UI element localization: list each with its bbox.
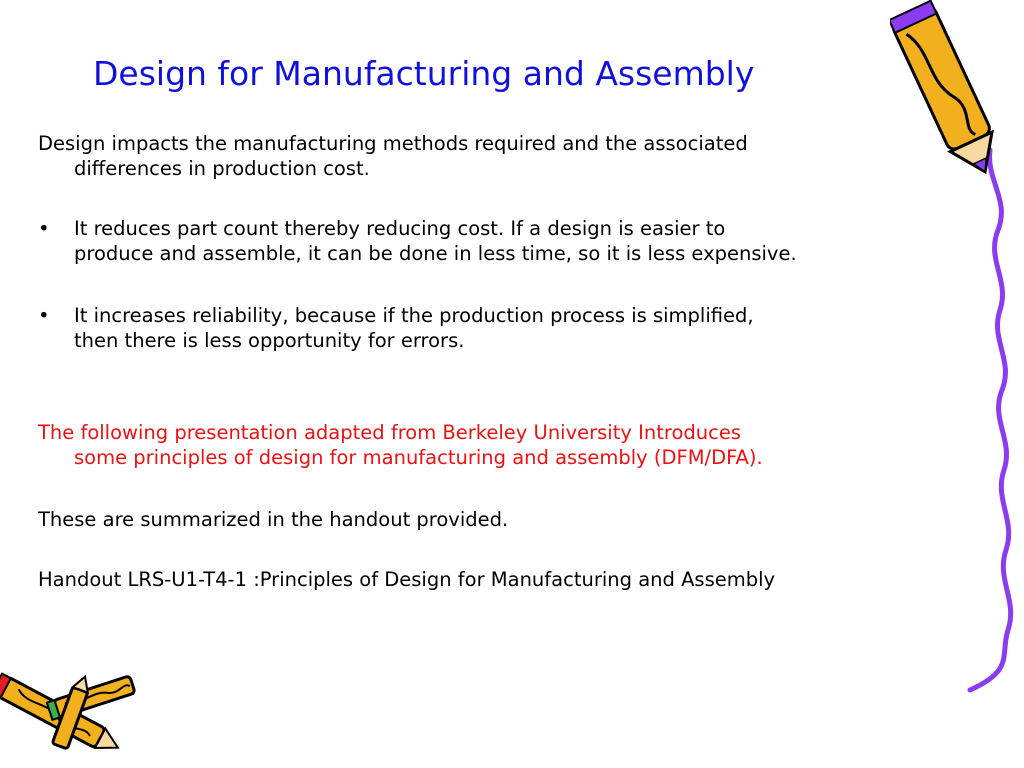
bullet-line-2: produce and assemble, it can be done in less time, so it is less expensive. xyxy=(74,242,797,265)
bullet-marker: • xyxy=(38,304,50,327)
summary-line: These are summarized in the handout provided. xyxy=(38,508,509,531)
slide-title: Design for Manufacturing and Assembly xyxy=(93,54,755,93)
bullet-line-2: then there is less opportunity for errors. xyxy=(74,329,465,352)
bullet-item xyxy=(38,216,958,266)
crossed-pencils-icon xyxy=(0,668,150,768)
bullet-item xyxy=(38,303,958,353)
bullet-marker: • xyxy=(38,217,50,240)
source-note-line-2: some principles of design for manufacturing and assembly (DFM/DFA). xyxy=(74,446,763,469)
source-note-line-1: The following presentation adapted from Berkeley University Introduces xyxy=(38,421,741,444)
summary-text xyxy=(38,507,958,532)
handout-text xyxy=(38,567,958,592)
intro-line-2: differences in production cost. xyxy=(74,157,370,180)
bullet-line-1: It increases reliability, because if the production process is simplified, xyxy=(74,304,754,327)
bullet-line-1: It reduces part count thereby reducing cost. If a design is easier to xyxy=(74,217,726,240)
intro-paragraph xyxy=(38,131,958,181)
source-note xyxy=(38,420,958,470)
squiggle-line xyxy=(970,150,1011,690)
pencil-with-squiggle-icon xyxy=(890,0,1024,700)
handout-line: Handout LRS-U1-T4-1 :Principles of Design for Manufacturing and Assembly xyxy=(38,568,776,591)
intro-line-1: Design impacts the manufacturing methods required and the associated xyxy=(38,132,748,155)
